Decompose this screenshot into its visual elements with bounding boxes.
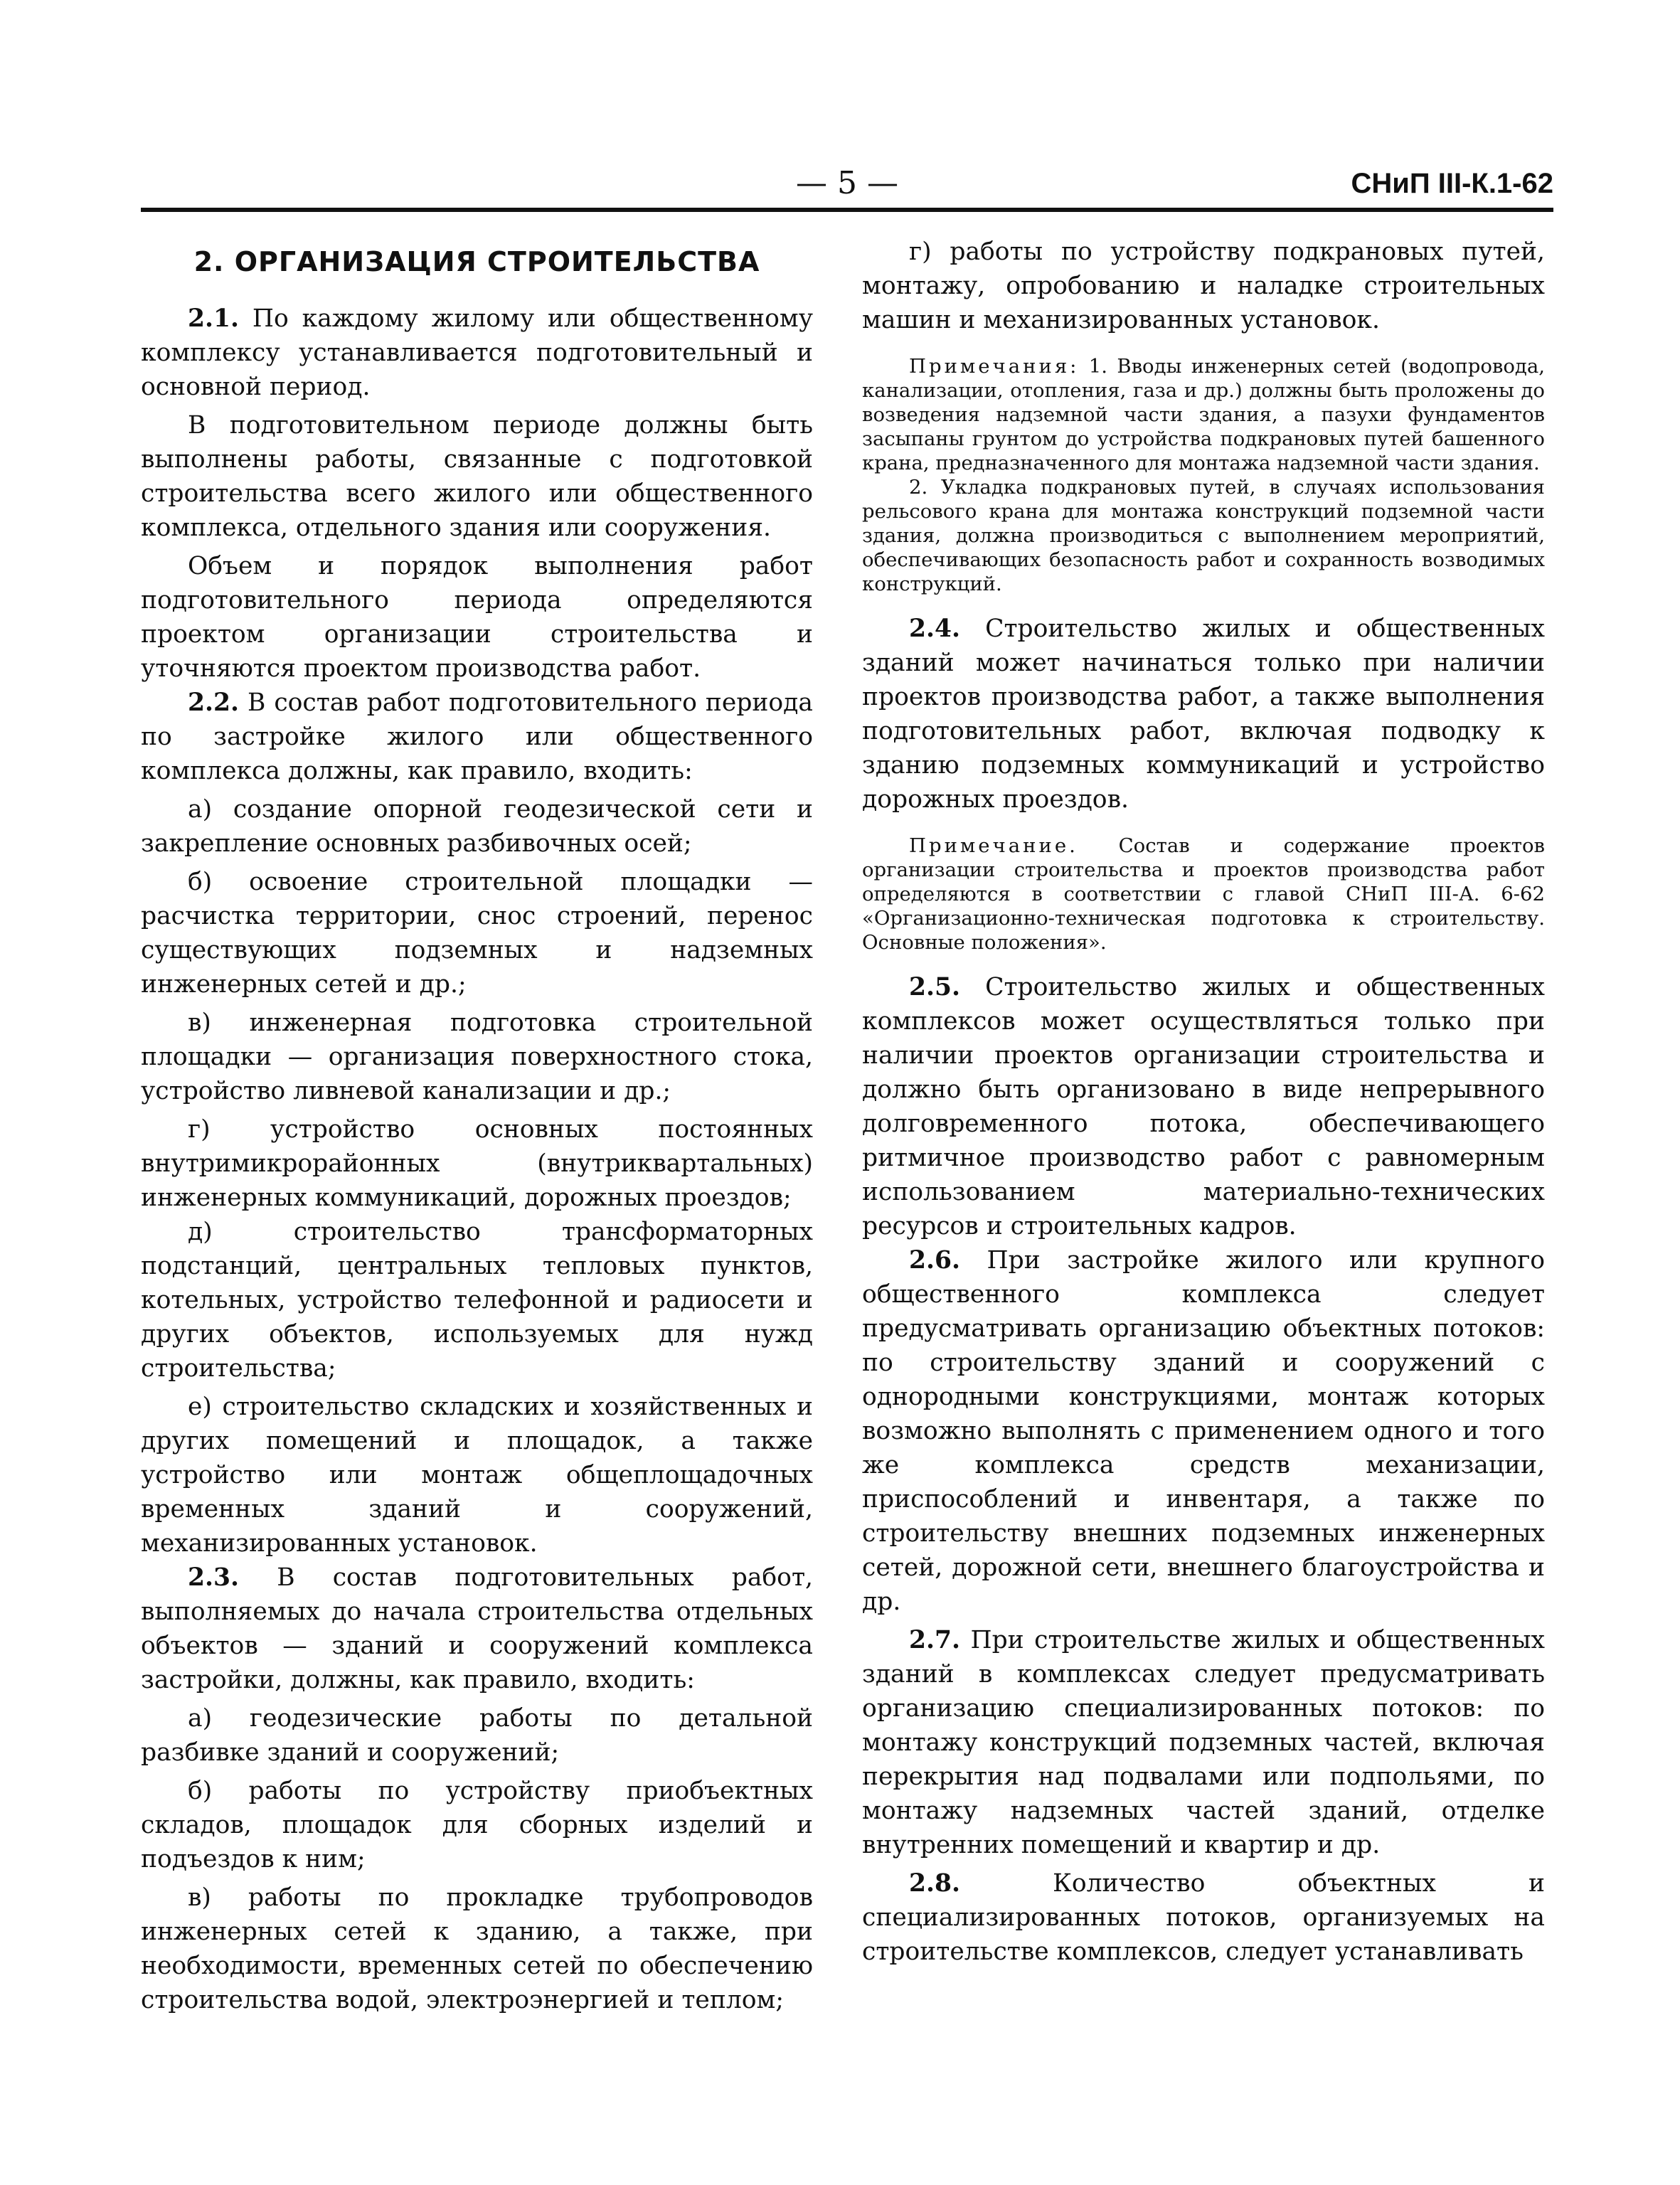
list-item: в) инженерная подготовка строительной площадки — организация поверхностного стока, устройство ливневой канализации и др.; — [141, 1009, 813, 1105]
note-label: Примечание. — [909, 834, 1078, 857]
clause-number: 2.4. — [909, 615, 961, 643]
list-item: б) работы по устройству приобъектных складов, площадок для сборных изделий и подъездов к ним; — [141, 1777, 813, 1873]
clause-number: 2.8. — [909, 1869, 961, 1898]
clause-number: 2.1. — [188, 304, 240, 333]
list-item: а) создание опорной геодезической сети и закрепление основных разбивочных осей; — [141, 795, 813, 858]
paragraph-text: Количество объектных и специализированных потоков, организуемых на строительстве комплексов, следует устанавливать — [862, 1869, 1545, 1966]
paragraph: В подготовительном периоде должны быть выполнены работы, связанные с подготовкой строительства всего жилого или общественного комплекса, отдельного здания или сооружения. — [141, 411, 813, 542]
note-label: Примечания: — [909, 355, 1080, 378]
clause-number: 2.6. — [909, 1246, 961, 1275]
note-3 — [862, 834, 1545, 955]
paragraph-2-3 — [141, 1561, 813, 1697]
clause-number: 2.7. — [909, 1626, 961, 1654]
list-item: г) устройство основных постоянных внутримикрорайонных (внутриквартальных) инженерных коммуникаций, дорожных проездов; — [141, 1115, 813, 1212]
paragraph-text: При строительстве жилых и общественных зданий в комплексах следует предусматривать организацию специализированных потоков: по монтажу конструкций подземных частей, включая перекрытия над подвалами или подпольями, по монтажу надземных частей зданий, отделке внутренних помещений и квартир и др. — [862, 1626, 1545, 1859]
paragraph-2-8 — [862, 1866, 1545, 1969]
section-title: 2. ОРГАНИЗАЦИЯ СТРОИТЕЛЬСТВА — [193, 246, 760, 277]
page-number: — 5 — — [796, 165, 898, 201]
list-item: а) геодезические работы по детальной разбивке зданий и сооружений; — [141, 1704, 813, 1767]
clause-number: 2.5. — [909, 973, 961, 1001]
notes-block — [862, 354, 1545, 596]
paragraph-2-1 — [141, 302, 813, 404]
paragraph: Объем и порядок выполнения работ подготовительного периода определяются проектом организации строительства и уточняются проектом производства работ. — [141, 552, 813, 683]
page-header — [141, 162, 1553, 205]
paragraph-2-5 — [862, 970, 1545, 1243]
left-column — [141, 235, 813, 2017]
paragraph-text: В состав подготовительных работ, выполняемых до начала строительства отдельных объектов — зданий и сооружений комплекса застройки, должны, как правило, входить: — [141, 1563, 813, 1694]
list-item: в) работы по прокладке трубопроводов инженерных сетей к зданию, а также, при необходимости, временных сетей по обеспечению строительства водой, электроэнергией и теплом; — [141, 1883, 813, 2014]
note-1 — [862, 354, 1545, 475]
paragraph-text: Строительство жилых и общественных комплексов может осуществляться только при наличии проектов организации строительства и должно быть организовано в виде непрерывного долговременного потока, обеспечивающего ритмичное производство работ с равномерным использованием материально-технических ресурсов и строительных кадров. — [862, 973, 1545, 1240]
paragraph-2-7 — [862, 1623, 1545, 1862]
clause-number: 2.2. — [188, 689, 240, 717]
paragraph-2-4 — [862, 612, 1545, 817]
paragraph-text: По каждому жилому или общественному комплексу устанавливается подготовительный и основной период. — [141, 304, 813, 401]
paragraph-text: Строительство жилых и общественных зданий может начинаться только при наличии проектов производства работ, а также выполнения подготовительных работ, включая подводку к зданию подземных коммуникаций и устройство дорожных проездов. — [862, 615, 1545, 814]
document-code: СНиП III-К.1-62 — [1351, 168, 1553, 199]
note-block — [862, 834, 1545, 955]
clause-number: 2.3. — [188, 1563, 240, 1592]
list-item: д) строительство трансформаторных подстанций, центральных тепловых пунктов, котельных, устройство телефонной и радиосети и других объектов, используемых для нужд строительства; — [141, 1218, 813, 1383]
paragraph-2-2 — [141, 686, 813, 788]
note-text: 1. Вводы инженерных сетей (водопровода, канализации, отопления, газа и др.) должны быть проложены до возведения надземной части здания, а пазухи фундаментов засыпаны грунтом до устройства подкрановых путей башенного крана, предназначенного для монтажа надземной части здания. — [862, 355, 1545, 474]
paragraph-2-6 — [862, 1243, 1545, 1619]
list-item: е) строительство складских и хозяйственных и других помещений и площадок, а также устройство или монтаж общеплощадочных временных зданий и сооружений, механизированных установок. — [141, 1393, 813, 1558]
right-column — [862, 235, 1545, 1969]
list-item: г) работы по устройству подкрановых путей, монтажу, опробованию и наладке строительных машин и механизированных установок. — [862, 238, 1545, 334]
note-2: 2. Укладка подкрановых путей, в случаях использования рельсового крана для монтажа конструкций подземной части здания, должна производиться с выполнением мероприятий, обеспечивающих безопасность работ и сохранность возводимых конструкций. — [862, 476, 1545, 595]
note-text: Состав и содержание проектов организации строительства и проектов производства работ определяются в соответствии с главой СНиП III-А. 6-62 «Организационно-техническая подготовка к строительству. Основные положения». — [862, 834, 1545, 954]
list-item: б) освоение строительной площадки — расчистка территории, снос строений, перенос существующих подземных и надземных инженерных сетей и др.; — [141, 868, 813, 999]
header-rule — [141, 208, 1553, 212]
paragraph-text: В состав работ подготовительного периода по застройке жилого или общественного комплекса должны, как правило, входить: — [141, 689, 813, 785]
paragraph-text: При застройке жилого или крупного общественного комплекса следует предусматривать организацию объектных потоков: по строительству зданий и сооружений с однородными конструкциями, монтаж которых возможно выполнять с применением одного и того же комплекса средств механизации, приспособлений и инвентаря, а также по строительству внешних подземных инженерных сетей, дорожной сети, внешнего благоустройства и др. — [862, 1246, 1545, 1616]
